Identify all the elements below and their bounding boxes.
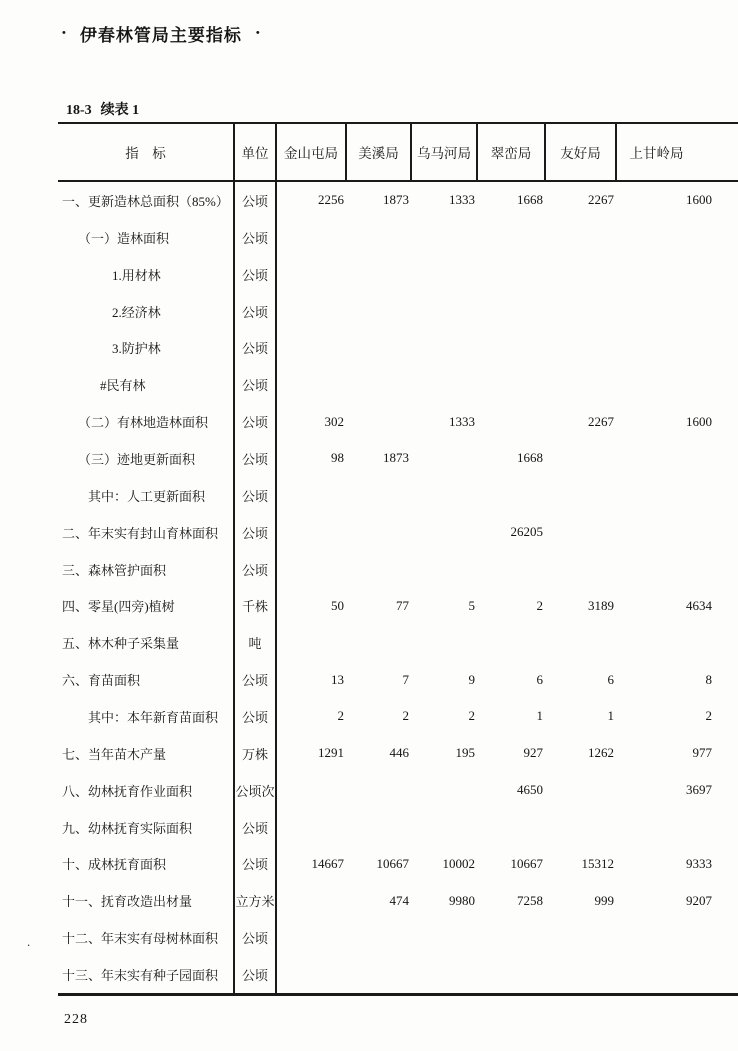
value-cell: 1291 xyxy=(318,745,344,761)
unit-cell: 公顷 xyxy=(235,293,277,330)
value-cell: 4634 xyxy=(686,597,712,613)
value-cell: 9333 xyxy=(686,855,712,871)
value-cell: 1873 xyxy=(383,192,409,208)
value-cell: 10002 xyxy=(442,855,475,871)
value-cell: 26205 xyxy=(510,524,543,540)
table-row xyxy=(58,182,738,219)
value-cell: 1 xyxy=(607,708,614,724)
unit-cell: 公顷 xyxy=(235,809,277,846)
unit-cell: 公顷 xyxy=(235,219,277,256)
value-cell: 6 xyxy=(536,671,543,687)
table-row xyxy=(58,735,738,772)
unit-cell: 公顷次 xyxy=(235,772,277,809)
indicator-label: 十二、年末实有母树林面积 xyxy=(58,919,235,956)
column-header-shangganling: 上甘岭局 xyxy=(629,146,684,161)
table-row xyxy=(58,219,738,256)
indicator-label: 其中：人工更新面积 xyxy=(58,477,235,514)
print-artifact-dot: . xyxy=(27,934,31,949)
value-cell: 999 xyxy=(594,892,614,908)
value-cell: 474 xyxy=(389,892,409,908)
value-cell: 1333 xyxy=(449,192,475,208)
value-cell: 9980 xyxy=(449,892,475,908)
unit-cell: 公顷 xyxy=(235,661,277,698)
value-cell: 10667 xyxy=(510,855,543,871)
value-cell: 977 xyxy=(692,745,712,761)
value-cell: 2 xyxy=(402,708,409,724)
column-header-youhao: 友好局 xyxy=(546,124,617,180)
value-cell: 7258 xyxy=(517,892,543,908)
value-cell: 98 xyxy=(331,450,344,466)
indicator-label: 十、成林抚育面积 xyxy=(58,845,235,882)
value-cell: 2 xyxy=(536,597,543,613)
table-row xyxy=(58,477,738,514)
column-header-wumahe: 乌马河局 xyxy=(412,124,478,180)
title-bullet-left-icon: • xyxy=(62,27,66,39)
indicator-label: 2.经济林 xyxy=(58,293,235,330)
value-cell: 1668 xyxy=(517,450,543,466)
value-cell: 1262 xyxy=(588,745,614,761)
table-row xyxy=(58,440,738,477)
value-cell: 77 xyxy=(396,597,409,613)
table-body xyxy=(58,182,738,993)
table-row xyxy=(58,956,738,993)
value-cell: 15312 xyxy=(581,855,614,871)
indicator-label: 七、当年苗木产量 xyxy=(58,735,235,772)
value-cell: 7 xyxy=(402,671,409,687)
column-header-jinshantun: 金山屯局 xyxy=(277,124,347,180)
value-cell: 1600 xyxy=(686,413,712,429)
value-cell: 1600 xyxy=(686,192,712,208)
value-cell: 9 xyxy=(468,671,475,687)
unit-cell: 公顷 xyxy=(235,366,277,403)
table-row xyxy=(58,845,738,882)
value-cell: 5 xyxy=(468,597,475,613)
column-header-unit: 单位 xyxy=(235,124,277,180)
page-number: 228 xyxy=(64,1012,88,1027)
value-cell: 50 xyxy=(331,597,344,613)
doc-title-text: 伊春林管局主要指标 xyxy=(79,25,242,45)
unit-cell: 公顷 xyxy=(235,440,277,477)
value-cell: 1873 xyxy=(383,450,409,466)
indicators-table xyxy=(58,122,738,996)
unit-cell: 公顷 xyxy=(235,329,277,366)
indicator-label: #民有林 xyxy=(58,366,235,403)
indicator-label: 六、育苗面积 xyxy=(58,661,235,698)
table-row xyxy=(58,882,738,919)
column-header-cuiluan: 翠峦局 xyxy=(478,124,546,180)
value-cell: 2 xyxy=(337,708,344,724)
table-number: 18-3 xyxy=(66,103,92,118)
indicator-label: 三、森林管护面积 xyxy=(58,551,235,588)
table-header-row xyxy=(58,124,738,182)
unit-cell: 公顷 xyxy=(235,477,277,514)
unit-cell: 公顷 xyxy=(235,514,277,551)
value-cell: 302 xyxy=(324,413,344,429)
value-cell: 2 xyxy=(468,708,475,724)
value-cell: 3189 xyxy=(588,597,614,613)
table-row xyxy=(58,514,738,551)
value-cell: 2267 xyxy=(588,413,614,429)
table-row xyxy=(58,403,738,440)
value-cell: 2256 xyxy=(318,192,344,208)
table-row xyxy=(58,551,738,588)
unit-cell: 公顷 xyxy=(235,256,277,293)
value-cell: 195 xyxy=(455,745,475,761)
table-label xyxy=(66,99,139,119)
unit-cell: 公顷 xyxy=(235,919,277,956)
value-cell: 1333 xyxy=(449,413,475,429)
unit-cell: 公顷 xyxy=(235,551,277,588)
indicator-label: 四、零星(四旁)植树 xyxy=(58,587,235,624)
table-row xyxy=(58,661,738,698)
unit-cell: 千株 xyxy=(235,587,277,624)
value-cell: 1 xyxy=(536,708,543,724)
indicator-label: 其中：本年新育苗面积 xyxy=(58,698,235,735)
title-bullet-right-icon: • xyxy=(255,27,260,39)
value-cell: 8 xyxy=(705,671,712,687)
table-row xyxy=(58,698,738,735)
table-row xyxy=(58,256,738,293)
value-cell: 2267 xyxy=(588,192,614,208)
unit-cell: 万株 xyxy=(235,735,277,772)
unit-cell: 公顷 xyxy=(235,956,277,993)
value-cell: 6 xyxy=(607,671,614,687)
indicator-label: 二、年末实有封山育林面积 xyxy=(58,514,235,551)
table-row xyxy=(58,587,738,624)
value-cell: 10667 xyxy=(376,855,409,871)
unit-cell: 公顷 xyxy=(235,403,277,440)
indicator-label: （一）造林面积 xyxy=(58,219,235,256)
indicator-label: 一、更新造林总面积（85%） xyxy=(58,182,235,219)
indicator-label: 五、林木种子采集量 xyxy=(58,624,235,661)
indicator-label: 1.用材林 xyxy=(58,256,235,293)
unit-cell: 公顷 xyxy=(235,845,277,882)
unit-cell: 立方米 xyxy=(235,882,277,919)
value-cell: 14667 xyxy=(311,855,344,871)
value-cell: 4650 xyxy=(517,782,543,798)
column-header-indicator: 指 标 xyxy=(58,124,235,180)
table-row xyxy=(58,772,738,809)
indicator-label: 3.防护林 xyxy=(58,329,235,366)
table-row xyxy=(58,293,738,330)
indicator-label: 八、幼林抚育作业面积 xyxy=(58,772,235,809)
value-cell: 3697 xyxy=(686,782,712,798)
unit-cell: 公顷 xyxy=(235,698,277,735)
value-cell: 9207 xyxy=(686,892,712,908)
column-header-meixi: 美溪局 xyxy=(347,124,412,180)
indicator-label: 十三、年末实有种子园面积 xyxy=(58,956,235,993)
value-cell: 2 xyxy=(705,708,712,724)
doc-title xyxy=(62,23,260,43)
table-row xyxy=(58,366,738,403)
unit-cell: 吨 xyxy=(235,624,277,661)
table-row xyxy=(58,809,738,846)
indicator-label: 十一、抚育改造出材量 xyxy=(58,882,235,919)
value-cell: 13 xyxy=(331,671,344,687)
table-continuation-label: 续表 1 xyxy=(100,103,140,118)
indicator-label: （二）有林地造林面积 xyxy=(58,403,235,440)
value-cell: 927 xyxy=(523,745,543,761)
value-cell: 446 xyxy=(389,745,409,761)
table-row xyxy=(58,624,738,661)
unit-cell: 公顷 xyxy=(235,182,277,219)
indicator-label: 九、幼林抚育实际面积 xyxy=(58,809,235,846)
table-row xyxy=(58,329,738,366)
indicator-label: （三）迹地更新面积 xyxy=(58,440,235,477)
value-cell: 1668 xyxy=(517,192,543,208)
table-row xyxy=(58,919,738,956)
